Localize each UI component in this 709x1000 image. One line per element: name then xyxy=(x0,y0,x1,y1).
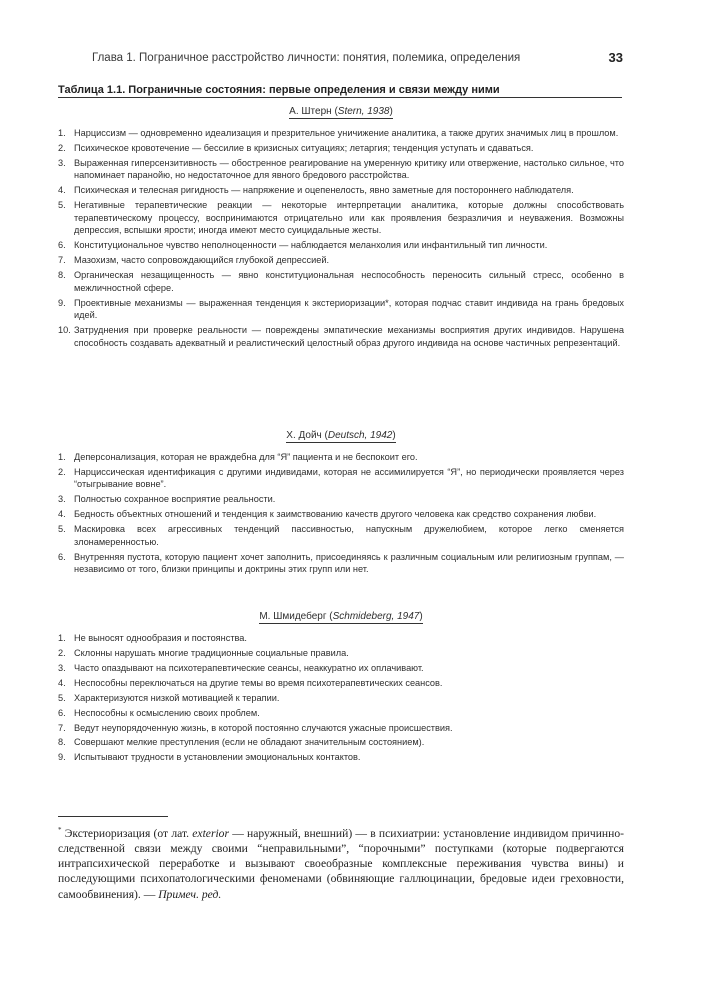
item-text: Испытывают трудности в установлении эмоциональных контактов. xyxy=(74,752,361,763)
item-number: 2. xyxy=(58,647,66,658)
section-schmideberg xyxy=(58,611,624,766)
item-text: Маскировка всех агрессивных тенденций пассивностью, напускным дружелюбием, которое легко сменяется злонамеренностью. xyxy=(74,524,624,547)
criteria-list xyxy=(58,451,624,576)
item-text: Полностью сохранное восприятие реальности. xyxy=(74,494,276,505)
list-item xyxy=(58,722,624,735)
item-text: Совершают мелкие преступления (если не обладают значительным состоянием). xyxy=(74,737,425,748)
item-text: Склонны нарушать многие традиционные социальные правила. xyxy=(74,647,349,658)
item-number: 3. xyxy=(58,662,66,673)
item-number: 2. xyxy=(58,466,66,477)
item-text: Часто опаздывают на психотерапевтические сеансы, неаккуратно их оплачивают. xyxy=(74,662,424,673)
item-number: 7. xyxy=(58,722,66,733)
item-number: 1. xyxy=(58,127,66,138)
item-text: Внутренняя пустота, которую пациент хочет заполнить, присоединяясь к различным социальным или религиозным группам, — независимо от того, близки принципы и доктрины этих групп или нет. xyxy=(74,551,624,575)
criteria-list xyxy=(58,127,624,350)
item-number: 8. xyxy=(58,270,66,281)
section-author-latin: Deutsch, 1942 xyxy=(327,430,393,441)
item-text: Неспособны переключаться на другие темы во время психотерапевтических сеансов. xyxy=(74,677,443,688)
item-number: 7. xyxy=(58,255,66,266)
running-header xyxy=(92,49,623,69)
list-item xyxy=(58,647,624,660)
list-item xyxy=(58,157,624,182)
section-heading: А. Штерн (Stern, 1938) xyxy=(289,106,393,117)
list-item xyxy=(58,523,624,548)
item-text: Органическая незащищенность — явно конституциональная неспособность переносить сильный стресс, особенно в межличностной сфере. xyxy=(74,270,624,293)
list-item xyxy=(58,466,624,491)
item-number: 9. xyxy=(58,752,66,763)
section-heading: Х. Дойч (Deutsch, 1942) xyxy=(286,430,396,441)
list-item xyxy=(58,692,624,705)
section-author: Х. Дойч xyxy=(286,430,322,441)
chapter-title: Глава 1. Пограничное расстройство личности: понятия, полемика, определения xyxy=(92,52,521,64)
item-text: Нарциссизм — одновременно идеализация и презрительное уничижение аналитика, а также других значимых лиц в прошлом. xyxy=(74,127,619,138)
list-item xyxy=(58,239,624,252)
footnote-latin-word: exterior xyxy=(192,826,229,840)
footnote-marker: * xyxy=(58,826,62,834)
page-number: 33 xyxy=(608,50,623,65)
item-number: 5. xyxy=(58,524,66,535)
item-text: Характеризуются низкой мотивацией к терапии. xyxy=(74,692,280,703)
item-number: 6. xyxy=(58,707,66,718)
item-text: Затруднения при проверке реальности — повреждены эмпатические механизмы восприятия других индивидов. Нарушена способность создавать адекватный и реалистический целостный образ другого индивида на основе частичных репрезентаций. xyxy=(74,325,624,349)
item-number: 8. xyxy=(58,737,66,748)
item-text: Негативные терапевтические реакции — некоторые интерпретации аналитика, которые должны способствовать терапевтическому процессу, воспринимаются отрицательно или как проявления безразличия и неуважения. Возможны депрессия, вспышки ярости; иногда имеют место суицидальные жесты. xyxy=(74,200,624,236)
item-text: Неспособны к осмыслению своих проблем. xyxy=(74,707,260,718)
item-number: 1. xyxy=(58,632,66,643)
footnote-body: — наружный, внешний) — в психиатрии: установление индивидом причинно-следственной связи между своими “неправильными”, “порочными” поступками (которые подвергаются интрапсихической переработке и вызывают своеобразные комплексные переживания чувства вины) и последующими психопатологическими феноменами (обвиняющие галлюцинации, бредовые идеи греховности, самообвинения). — xyxy=(58,826,624,901)
footnote xyxy=(58,823,624,902)
item-number: 5. xyxy=(58,692,66,703)
list-item xyxy=(58,707,624,720)
list-item xyxy=(58,736,624,749)
list-item xyxy=(58,199,624,237)
item-number: 1. xyxy=(58,451,66,462)
list-item xyxy=(58,324,624,349)
item-number: 6. xyxy=(58,240,66,251)
list-item xyxy=(58,184,624,197)
item-text: Психическая и телесная ригидность — напряжение и оцепенелость, явно заметные для постороннего наблюдателя. xyxy=(74,185,574,196)
list-item xyxy=(58,632,624,645)
footnote-term: Экстериоризация xyxy=(64,826,151,840)
item-text: Выраженная гиперсензитивность — обостренное реагирование на умеренную критику или отвержение, настолько сильное, что напоминает паранойю, но недостаточное для явного бредового расстройства. xyxy=(74,157,624,181)
item-number: 4. xyxy=(58,509,66,520)
footnote-divider xyxy=(58,816,168,817)
item-number: 3. xyxy=(58,494,66,505)
list-item xyxy=(58,297,624,322)
section-stern xyxy=(58,106,624,352)
item-number: 10. xyxy=(58,325,71,336)
item-number: 4. xyxy=(58,185,66,196)
list-item xyxy=(58,751,624,764)
item-text: Ведут неупорядоченную жизнь, в которой постоянно случаются ужасные происшествия. xyxy=(74,722,453,733)
list-item xyxy=(58,269,624,294)
section-author-latin: Stern, 1938 xyxy=(337,106,390,117)
item-text: Мазохизм, часто сопровождающийся глубокой депрессией. xyxy=(74,255,330,266)
list-item xyxy=(58,677,624,690)
item-text: Бедность объектных отношений и тенденция к заимствованию качеств другого человека как средство сохранения любви. xyxy=(74,509,597,520)
list-item xyxy=(58,451,624,464)
item-text: Нарциссическая идентификация с другими индивидами, которая не ассимилируется “Я”, но периодически проявляется через “отыгрывание вовне”. xyxy=(74,466,624,490)
footnote-lead: (от лат. xyxy=(150,826,193,840)
list-item xyxy=(58,493,624,506)
list-item xyxy=(58,142,624,155)
table-caption: Таблица 1.1. Пограничные состояния: первые определения и связи между ними xyxy=(58,84,500,96)
item-text: Не выносят однообразия и постоянства. xyxy=(74,632,247,643)
section-author-latin: Schmideberg, 1947 xyxy=(332,611,420,622)
list-item xyxy=(58,662,624,675)
item-number: 5. xyxy=(58,200,66,211)
item-text: Психическое кровотечение — бессилие в кризисных ситуациях; летаргия; тенденция уступать и сдаваться. xyxy=(74,142,534,153)
item-text: Деперсонализация, которая не враждебна для “Я” пациента и не беспокоит его. xyxy=(74,451,418,462)
item-number: 4. xyxy=(58,677,66,688)
list-item xyxy=(58,551,624,576)
item-number: 3. xyxy=(58,157,66,168)
section-deutsch xyxy=(58,430,624,578)
editor-note: Примеч. ред. xyxy=(158,887,222,901)
item-text: Конституциональное чувство неполноценности — наблюдается меланхолия или инфантильный тип личности. xyxy=(74,240,548,251)
item-number: 9. xyxy=(58,297,66,308)
item-text: Проективные механизмы — выраженная тенденция к экстериоризации*, которая подчас ставит индивида на грань бредовых идей. xyxy=(74,297,624,321)
list-item xyxy=(58,254,624,267)
caption-underline xyxy=(58,97,622,98)
item-number: 2. xyxy=(58,142,66,153)
list-item xyxy=(58,508,624,521)
item-number: 6. xyxy=(58,551,66,562)
section-heading: М. Шмидеберг (Schmideberg, 1947) xyxy=(259,611,423,622)
section-author: М. Шмидеберг xyxy=(259,611,327,622)
list-item xyxy=(58,127,624,140)
criteria-list xyxy=(58,632,624,764)
section-author: А. Штерн xyxy=(289,106,332,117)
